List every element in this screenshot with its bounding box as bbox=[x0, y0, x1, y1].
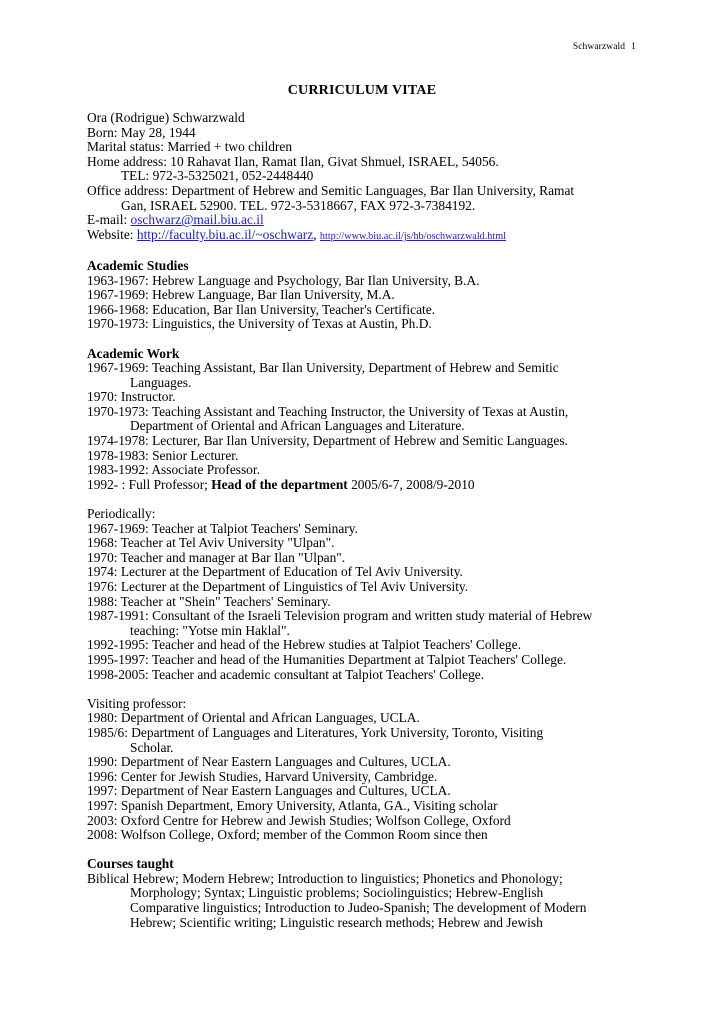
head-of-department-text: Head of the department bbox=[211, 476, 348, 492]
name-line: Ora (Rodrigue) Schwarzwald bbox=[87, 110, 245, 125]
list-item bbox=[87, 478, 647, 493]
courses-line-cont: Morphology; Syntax; Linguistic problems; Sociolinguistics; Hebrew-English bbox=[130, 885, 544, 901]
section-heading-courses: Courses taught bbox=[87, 856, 174, 872]
list-item: 1987-1991: Consultant of the Israeli Television program and written study material of Hebrew bbox=[87, 608, 593, 624]
list-item: 1970: Instructor. bbox=[87, 389, 176, 405]
courses-line-cont: Hebrew; Scientific writing; Linguistic research methods; Hebrew and Jewish bbox=[130, 914, 543, 930]
list-item: 1967-1969: Teacher at Talpiot Teachers' Seminary. bbox=[87, 520, 358, 536]
list-item: 1995-1997: Teacher and head of the Humanities Department at Talpiot Teachers' College. bbox=[87, 651, 567, 667]
list-item: 1978-1983: Senior Lecturer. bbox=[87, 447, 239, 463]
full-professor-text: 1992- : Full Professor; bbox=[87, 476, 212, 492]
section-heading-visiting: Visiting professor: bbox=[87, 695, 187, 711]
list-item: 2003: Oxford Centre for Hebrew and Jewish Studies; Wolfson College, Oxford bbox=[87, 812, 511, 828]
website-link-js[interactable]: http://www.biu.ac.il/js/hb/oschwarzwald.html bbox=[319, 230, 506, 242]
page-number: 1 bbox=[631, 42, 636, 52]
list-item: 1988: Teacher at "Shein" Teachers' Seminary. bbox=[87, 593, 331, 609]
list-item: 1970-1973: Teaching Assistant and Teaching Instructor, the University of Texas at Austin, bbox=[87, 403, 569, 419]
courses-line: Biblical Hebrew; Modern Hebrew; Introduction to linguistics; Phonetics and Phonology; bbox=[87, 870, 563, 886]
website-link-faculty[interactable]: http://faculty.biu.ac.il/~oschwarz bbox=[136, 226, 314, 242]
website-separator: , bbox=[313, 226, 320, 242]
courses-line-cont: Comparative linguistics; Introduction to Judeo-Spanish; The development of Modern bbox=[130, 900, 587, 916]
visiting-section bbox=[87, 697, 647, 843]
email-link[interactable]: oschwarz@mail.biu.ac.il bbox=[130, 212, 264, 228]
list-item: 1967-1969: Teaching Assistant, Bar Ilan University, Department of Hebrew and Semitic bbox=[87, 360, 559, 376]
list-item-cont: teaching: "Yotse min Haklal". bbox=[130, 622, 290, 638]
list-item: 1996: Center for Jewish Studies, Harvard University, Cambridge. bbox=[87, 768, 438, 784]
section-heading-academic-studies: Academic Studies bbox=[87, 257, 189, 273]
list-item: 1998-2005: Teacher and academic consultant at Talpiot Teachers' College. bbox=[87, 666, 485, 682]
list-item: 1963-1967: Hebrew Language and Psychology, Bar Ilan University, B.A. bbox=[87, 272, 480, 288]
running-header bbox=[573, 42, 636, 52]
marital-line: Marital status: Married + two children bbox=[87, 139, 293, 155]
list-item: 1983-1992: Associate Professor. bbox=[87, 462, 260, 478]
section-heading-periodically: Periodically: bbox=[87, 506, 156, 522]
list-item: 1968: Teacher at Tel Aviv University "Ulpan". bbox=[87, 535, 335, 551]
list-item: 1966-1968: Education, Bar Ilan University, Teacher's Certificate. bbox=[87, 301, 436, 317]
list-item-cont: Scholar. bbox=[130, 739, 174, 755]
born-line: Born: May 28, 1944 bbox=[87, 124, 196, 140]
list-item: 1967-1969: Hebrew Language, Bar Ilan University, M.A. bbox=[87, 287, 395, 303]
list-item: 1992-1995: Teacher and head of the Hebrew studies at Talpiot Teachers' College. bbox=[87, 637, 521, 653]
courses-section bbox=[87, 857, 647, 930]
personal-section bbox=[87, 111, 647, 244]
cv-body bbox=[87, 111, 647, 930]
periodically-section bbox=[87, 507, 647, 682]
list-item: 1997: Spanish Department, Emory University, Atlanta, GA., Visiting scholar bbox=[87, 797, 498, 813]
list-item: 1970-1973: Linguistics, the University of Texas at Austin, Ph.D. bbox=[87, 316, 432, 332]
list-item: 2008: Wolfson College, Oxford; member of the Common Room since then bbox=[87, 827, 488, 843]
list-item: 1974: Lecturer at the Department of Education of Tel Aviv University. bbox=[87, 564, 463, 580]
head-years-text: 2005/6-7, 2008/9-2010 bbox=[347, 476, 475, 492]
email-label: E-mail: bbox=[87, 212, 131, 228]
telephone-line: TEL: 972-3-5325021, 052-2448440 bbox=[121, 168, 314, 184]
list-item: 1980: Department of Oriental and African Languages, UCLA. bbox=[87, 710, 420, 726]
academic-studies-section bbox=[87, 259, 647, 332]
email-line bbox=[87, 213, 647, 228]
home-address-line: Home address: 10 Rahavat Ilan, Ramat Ilan, Givat Shmuel, ISRAEL, 54056. bbox=[87, 153, 499, 169]
list-item: 1990: Department of Near Eastern Languages and Cultures, UCLA. bbox=[87, 754, 451, 770]
list-item: 1976: Lecturer at the Department of Linguistics of Tel Aviv University. bbox=[87, 579, 469, 594]
list-item: 1985/6: Department of Languages and Literatures, York University, Toronto, Visiting bbox=[87, 724, 544, 740]
list-item: 1970: Teacher and manager at Bar Ilan "Ulpan". bbox=[87, 549, 346, 565]
office-address-cont: Gan, ISRAEL 52900. TEL. 972-3-5318667, FAX 972-3-7384192. bbox=[121, 197, 476, 213]
document-title: CURRICULUM VITAE bbox=[287, 83, 437, 98]
section-heading-academic-work: Academic Work bbox=[87, 345, 180, 361]
office-address-line: Office address: Department of Hebrew and Semitic Languages, Bar Ilan University, Ramat bbox=[87, 182, 575, 198]
list-item: 1974-1978: Lecturer, Bar Ilan University, Department of Hebrew and Semitic Languages. bbox=[87, 433, 568, 449]
website-label: Website: bbox=[87, 226, 137, 242]
academic-work-section bbox=[87, 347, 647, 493]
list-item: 1997: Department of Near Eastern Languages and Cultures, UCLA. bbox=[87, 783, 451, 799]
header-author: Schwarzwald bbox=[572, 42, 626, 52]
website-line bbox=[87, 228, 647, 245]
list-item-cont: Languages. bbox=[130, 374, 192, 390]
list-item-cont: Department of Oriental and African Languages and Literature. bbox=[130, 418, 465, 434]
